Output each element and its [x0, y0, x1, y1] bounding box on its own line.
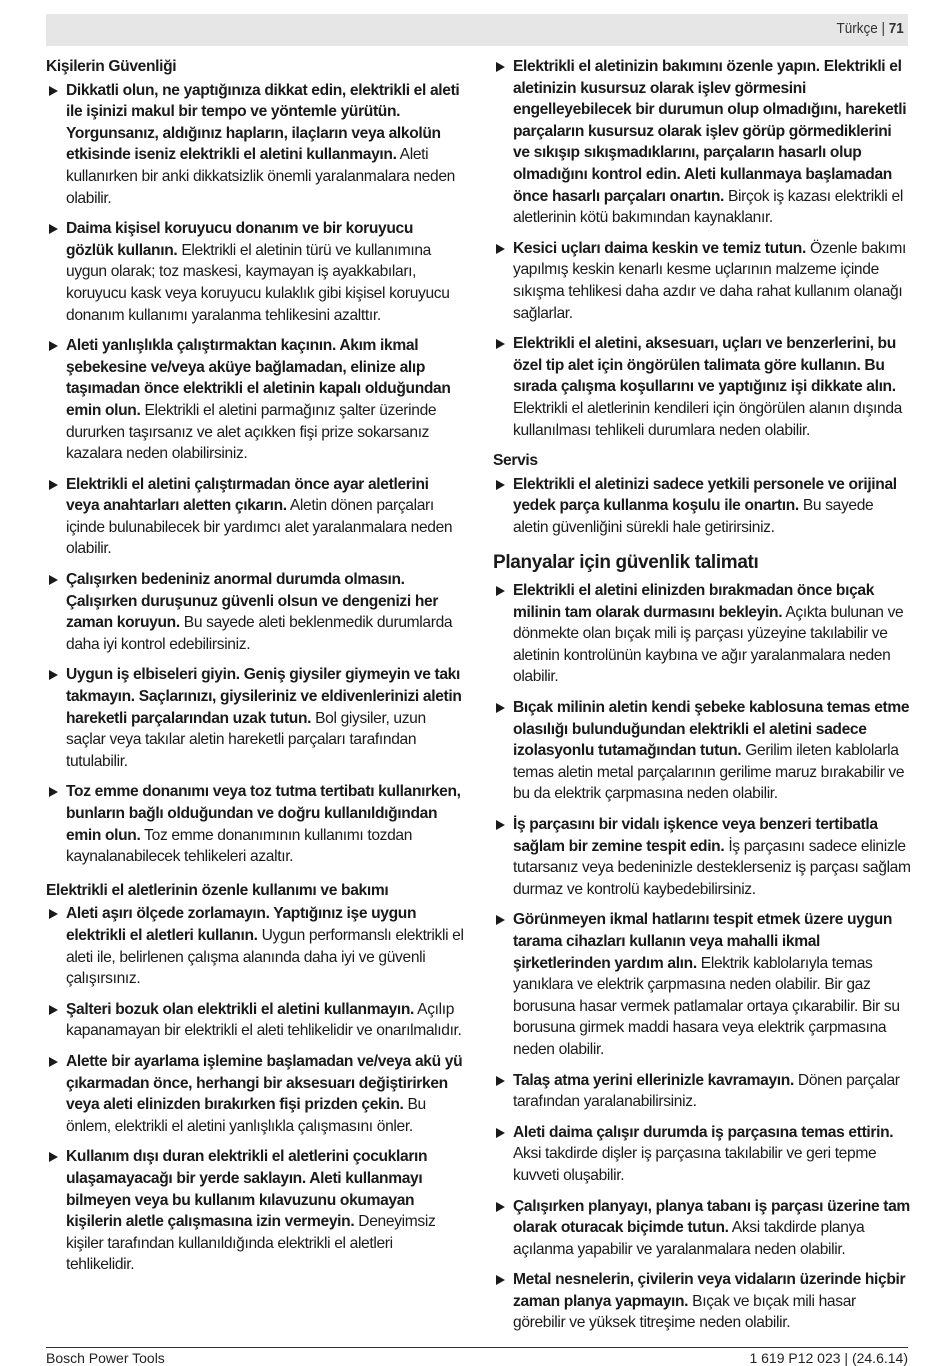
bullet-triangle-icon	[496, 1275, 505, 1285]
list-item	[46, 903, 464, 989]
item-bold-text: İş parçasını bir vidalı işkence veya benzeri tertibatla sağlam bir zemine tespit edin.	[513, 816, 878, 855]
item-normal-text: Bu sayede aletin güvenliğini sürekli hale getirirsiniz.	[513, 497, 874, 536]
page-header	[837, 20, 904, 37]
item-normal-text: Dönen parçalar tarafından yaralanabilirsiniz.	[513, 1071, 900, 1111]
item-bold-text: Elektrikli el aletini çalıştırmadan önce ayar aletlerini veya anahtarları aletten çıkarın.	[66, 475, 429, 515]
item-normal-text: Açılıp kapanamayan bir elektrikli el aleti tehlikelidir ve onarılmalıdır.	[66, 1000, 462, 1040]
list-item	[493, 580, 911, 688]
item-normal-text: Aksi takdirde dişler iş parçasına takılabilir ve geri tepme kuvveti oluşabilir.	[513, 1145, 877, 1184]
item-normal-text: Bol giysiler, uzun saçlar veya takılar aletin hareketli parçaları tarafından tutulabilir.	[66, 709, 426, 770]
item-list	[46, 903, 464, 1276]
bullet-triangle-icon	[49, 670, 58, 680]
bullet-triangle-icon	[496, 244, 505, 254]
item-normal-text: Elektrikli el aletini parmağınız şalter üzerinde dururken taşırsanız ve alet açıkken fişi prize sokarsanız kazalara neden olabilirsiniz.	[66, 401, 437, 463]
item-normal-text: Aksi takdirde planya açılanma yapabilir ve yaralanmalara neden olabilir.	[513, 1219, 865, 1258]
item-normal-text: Özenle bakımı yapılmış keskin kenarlı kesme uçlarının malzeme içinde sıkışma tehlikesi daha azdır ve daha rahat kullanım olanağı sağlarlar.	[513, 239, 906, 322]
item-normal-text: Bu sayede aleti beklenmedik durumlarda daha iyi kontrol edebilirsiniz.	[66, 614, 453, 653]
list-item	[493, 1196, 911, 1261]
list-item	[46, 80, 464, 210]
footer-brand: Bosch Power Tools	[46, 1350, 165, 1366]
bullet-triangle-icon	[49, 575, 58, 585]
list-item	[46, 664, 464, 772]
item-bold-text: Elektrikli el aletini, aksesuarı, uçları ve benzerlerini, bu özel tip alet için öngörülen talimata göre kullanın. Bu sırada çalışma koşullarını ve yaptığınız işi dikkate alın.	[513, 335, 896, 396]
item-normal-text: Birçok iş kazası elektrikli el aletlerinin kötü bakımından kaynaklanır.	[513, 187, 903, 227]
bullet-triangle-icon	[496, 339, 505, 349]
list-item	[46, 335, 464, 465]
list-item	[46, 218, 464, 326]
item-list	[493, 56, 911, 441]
header-bar	[46, 14, 908, 46]
section-heading: Elektrikli el aletlerinin özenle kullanımı ve bakımı	[46, 881, 389, 899]
item-bold-text: Elektrikli el aletinizi sadece yetkili personele ve orijinal yedek parça kullanma koşulu ile onartın.	[513, 475, 897, 515]
bullet-triangle-icon	[496, 1202, 505, 1212]
right-column	[493, 56, 911, 1343]
list-item	[493, 474, 911, 539]
item-bold-text: Aleti yanlışlıkla çalıştırmaktan kaçının. Akım ikmal şebekesine ve/veya aküye bağlamadan, elinize alıp taşımadan önce elektrikli el aletinin kapalı olduğundan emin olun.	[66, 337, 451, 419]
footer-doc-id: 1 619 P12 023 | (24.6.14)	[749, 1350, 908, 1366]
bullet-triangle-icon	[496, 586, 505, 596]
bullet-triangle-icon	[49, 787, 58, 797]
bullet-triangle-icon	[49, 1152, 58, 1162]
item-normal-text: Elektrik kablolarıyla temas yanıklara ve elektrik çarpmasına neden olabilir. Bir gaz borusuna hasar vermek patlamalar ortaya çıkarabilir. Bir su borusuna girmek maddi hasara veya elektrik çarpmasına neden olabilir.	[513, 954, 900, 1058]
item-normal-text: İş parçasını sadece elinizle tutarsanız veya bedeninizle desteklerseniz iş parçası sağlam durmaz ve kontrolü kaybedebilirsiniz.	[513, 837, 911, 898]
list-item	[46, 1146, 464, 1276]
section-heading: Servis	[493, 452, 538, 470]
bullet-triangle-icon	[496, 1128, 505, 1138]
item-bold-text: Elektrikli el aletini elinizden bırakmadan önce bıçak milinin tam olarak durmasını bekleyin.	[513, 582, 875, 621]
bullet-triangle-icon	[49, 224, 58, 234]
item-normal-text: Toz emme donanımının kullanımı tozdan kaynalanabilecek tehlikeleri azaltır.	[66, 826, 413, 866]
list-item	[493, 1070, 911, 1113]
list-item	[493, 1269, 911, 1334]
item-bold-text: Daima kişisel koruyucu donanım ve bir koruyucu gözlük kullanın.	[66, 220, 414, 259]
item-normal-text: Deneyimsiz kişiler tarafından kullanıldığında elektrikli el aletleri tehlikelidir.	[66, 1213, 436, 1274]
item-list	[493, 474, 911, 539]
section-heading: Kişilerin Güvenliği	[46, 58, 177, 75]
item-normal-text: Gerilim ileten kablolarla temas aletin metal parçalarının gerilime maruz bırakabilir ve bu da elektrik çarpmasına neden olabilir.	[513, 742, 905, 803]
list-item	[46, 1051, 464, 1137]
item-bold-text: Aleti aşırı ölçede zorlamayın. Yaptığınız işe uygun elektrikli el aletleri kullanın.	[66, 905, 417, 944]
bullet-triangle-icon	[49, 1005, 58, 1015]
bullet-triangle-icon	[49, 1057, 58, 1067]
list-item	[46, 781, 464, 867]
bullet-triangle-icon	[496, 1076, 505, 1086]
list-item	[493, 909, 911, 1060]
list-item	[493, 333, 911, 441]
bullet-triangle-icon	[49, 341, 58, 351]
item-list	[46, 80, 464, 868]
left-column	[46, 56, 464, 1285]
item-normal-text: Bu önlem, elektrikli el aletini yanlışlıkla çalışmasını önler.	[66, 1096, 426, 1135]
footer-rule	[46, 1347, 908, 1348]
bullet-triangle-icon	[496, 480, 505, 490]
bullet-triangle-icon	[496, 915, 505, 925]
item-bold-text: Görünmeyen ikmal hatlarını tespit etmek üzere uygun tarama cihazları kullanın veya mahalli ikmal şirketlerinden yardım alın.	[513, 911, 893, 972]
section-heading-large: Planyalar için güvenlik talimatı	[493, 552, 759, 574]
item-list	[493, 580, 911, 1334]
bullet-triangle-icon	[49, 86, 58, 96]
item-bold-text: Çalışırken planyayı, planya tabanı iş parçası üzerine tam olarak oturacak biçimde tutun.	[513, 1197, 910, 1237]
item-bold-text: Şalteri bozuk olan elektrikli el aletini kullanmayın.	[66, 1000, 415, 1018]
item-bold-text: Elektrikli el aletinizin bakımını özenle yapın. Elektrikli el aletinizin kusursuz olarak işlev görmesini engelleyebilecek bir durumun olup olmadığını, hareketli parçaların kusursuz olarak işlev görüp görmediklerini ve sıkışıp sıkışmadıklarını, parçaların hasarlı olup olmadığını kontrol edin. Aleti kullanmaya başlamadan önce hasarlı parçaları onartın.	[513, 58, 907, 205]
item-bold-text: Dikkatli olun, ne yaptığınıza dikkat edin, elektrikli el aleti ile işinizi makul bir tempo ve yöntemle yürütün. Yorgunsanız, aldığınız hapların, ilaçların veya alkolün etkisinde iseniz elektrikli el aletini kullanmayın.	[66, 81, 460, 164]
list-item	[493, 56, 911, 229]
item-normal-text: Bıçak ve bıçak mili hasar görebilir ve yüksek titreşime neden olabilir.	[513, 1292, 856, 1332]
header-language: Türkçe	[836, 20, 878, 37]
item-bold-text: Kesici uçları daima keskin ve temiz tutun.	[513, 239, 806, 257]
list-item	[493, 1122, 911, 1187]
list-item	[493, 238, 911, 324]
list-item	[46, 569, 464, 655]
list-item	[493, 814, 911, 900]
bullet-triangle-icon	[496, 62, 505, 72]
item-normal-text: Elektrikli el aletlerinin kendileri için öngörülen alanın dışında kullanılması tehlikeli durumlara neden olabilir.	[513, 399, 902, 439]
item-bold-text: Alette bir ayarlama işlemine başlamadan ve/veya akü yü çıkarmadan önce, herhangi bir aksesuarı değiştirirken veya aleti elinizden bırakırken fişi prizden çekin.	[66, 1052, 463, 1114]
item-normal-text: Aletin dönen parçaları içinde bulunabilecek bir yardımcı alet yaralanmalara neden olabilir.	[66, 497, 453, 558]
list-item	[46, 474, 464, 560]
item-bold-text: Talaş atma yerini ellerinizle kavramayın.	[513, 1071, 794, 1089]
item-bold-text: Metal nesnelerin, çivilerin veya vidaların üzerinde hiçbir zaman planya yapmayın.	[513, 1271, 906, 1310]
list-item	[46, 999, 464, 1042]
item-bold-text: Bıçak milinin aletin kendi şebeke kablosuna temas etme olasılığı bulunduğundan elektrikli el aletini sadece izolasyonlu tutamağından tutun.	[513, 699, 910, 760]
bullet-triangle-icon	[49, 480, 58, 490]
item-normal-text: Açıkta bulunan ve dönmekte olan bıçak mili iş parçası yüzeyine takılabilir ve aletinin kontrolünün kaybına ve ağır yaralanmalara neden olabilir.	[513, 603, 904, 686]
bullet-triangle-icon	[496, 820, 505, 830]
item-normal-text: Aleti kullanırken bir anki dikkatsizlik önemli yaralanmalara neden olabilir.	[66, 146, 455, 207]
item-normal-text: Elektrikli el aletinin türü ve kullanımına uygun olarak; toz maskesi, kaymayan iş ayakkabıları, koruyucu kask veya koruyucu kulaklık gibi kişisel koruyucu donanım kullanımı yaralanma tehlikesini azalttır.	[66, 241, 450, 324]
item-bold-text: Uygun iş elbiseleri giyin. Geniş giysiler giymeyin ve takı takmayın. Saçlarınızı, giysileriniz ve eldivenlerinizi aletin hareketli parçalarından uzak tutun.	[66, 666, 462, 727]
list-item	[493, 697, 911, 805]
bullet-triangle-icon	[496, 703, 505, 713]
item-bold-text: Aleti daima çalışır durumda iş parçasına temas ettirin.	[513, 1123, 894, 1141]
item-bold-text: Çalışırken bedeniniz anormal durumda olmasın. Çalışırken duruşunuz güvenli olsun ve dengenizi her zaman koruyun.	[66, 571, 439, 632]
header-separator: |	[877, 20, 889, 37]
page-number: 71	[888, 20, 904, 37]
bullet-triangle-icon	[49, 909, 58, 919]
item-bold-text: Kullanım dışı duran elektrikli el aletlerini çocukların ulaşamayacağı bir yerde saklayın. Aleti kullanmayı bilmeyen veya bu kullanım kılavuzunu okumayan kişilerin aletle çalışmasına izin vermeyin.	[66, 1148, 428, 1231]
item-normal-text: Uygun performanslı elektrikli el aleti ile, belirlenen çalışma alanında daha iyi ve güvenli çalışırsınız.	[66, 926, 464, 988]
item-bold-text: Toz emme donanımı veya toz tutma tertibatı kullanırken, bunların bağlı olduğundan ve doğru kullanıldığından emin olun.	[66, 783, 461, 844]
